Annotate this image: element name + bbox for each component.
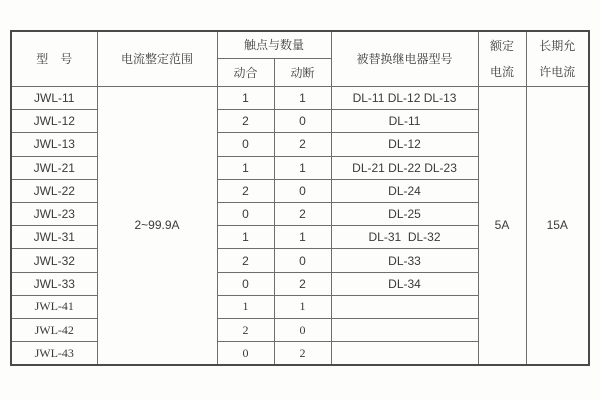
- cell-model: JWL-33: [11, 272, 97, 295]
- cell-contact-no: 0: [217, 272, 274, 295]
- cell-replaced-models: [331, 342, 478, 365]
- cell-model: JWL-11: [11, 86, 97, 109]
- cell-allowed-current-merged: 15A: [526, 86, 589, 365]
- header-rated-current-line2: 电流: [490, 64, 515, 79]
- cell-contact-nc: 0: [274, 110, 331, 133]
- header-allowed-current-line1: 长期允: [539, 38, 576, 53]
- cell-replaced-models: DL-12: [331, 133, 478, 156]
- cell-contact-no: 1: [217, 86, 274, 109]
- header-allowed-current: [526, 31, 589, 86]
- cell-replaced-models: DL-11: [331, 110, 478, 133]
- header-contact-no: 动合: [217, 58, 274, 86]
- cell-model: JWL-43: [11, 342, 97, 365]
- cell-contact-nc: 0: [274, 179, 331, 202]
- cell-replaced-models: DL-25: [331, 203, 478, 226]
- cell-model: JWL-41: [11, 295, 97, 318]
- cell-contact-no: 1: [217, 226, 274, 249]
- cell-model: JWL-31: [11, 226, 97, 249]
- cell-contact-no: 0: [217, 203, 274, 226]
- cell-contact-nc: 0: [274, 319, 331, 342]
- cell-contact-nc: 1: [274, 295, 331, 318]
- header-rated-current: [478, 31, 526, 86]
- cell-model: JWL-22: [11, 179, 97, 202]
- header-rated-current-line1: 额定: [490, 38, 515, 53]
- cell-contact-nc: 1: [274, 226, 331, 249]
- cell-replaced-models: DL-24: [331, 179, 478, 202]
- cell-replaced-models: DL-33: [331, 249, 478, 272]
- relay-spec-table: [10, 30, 590, 366]
- cell-model: JWL-21: [11, 156, 97, 179]
- cell-replaced-models: [331, 319, 478, 342]
- header-model: 型 号: [11, 31, 97, 86]
- cell-replaced-models: DL-34: [331, 272, 478, 295]
- cell-contact-no: 0: [217, 133, 274, 156]
- cell-replaced-models: DL-11 DL-12 DL-13: [331, 86, 478, 109]
- cell-model: JWL-42: [11, 319, 97, 342]
- cell-model: JWL-32: [11, 249, 97, 272]
- cell-contact-no: 2: [217, 110, 274, 133]
- cell-contact-no: 2: [217, 249, 274, 272]
- header-replaced-models: 被替换继电器型号: [331, 31, 478, 86]
- cell-contact-nc: 2: [274, 203, 331, 226]
- cell-contact-no: 1: [217, 156, 274, 179]
- cell-model: JWL-13: [11, 133, 97, 156]
- cell-contact-no: 2: [217, 179, 274, 202]
- cell-replaced-models: [331, 295, 478, 318]
- cell-contact-nc: 2: [274, 342, 331, 365]
- cell-replaced-models: DL-31 DL-32: [331, 226, 478, 249]
- cell-model: JWL-23: [11, 203, 97, 226]
- cell-replaced-models: DL-21 DL-22 DL-23: [331, 156, 478, 179]
- cell-model: JWL-12: [11, 110, 97, 133]
- cell-contact-nc: 2: [274, 133, 331, 156]
- cell-contact-nc: 1: [274, 156, 331, 179]
- header-current-range: 电流整定范围: [97, 31, 217, 86]
- cell-rated-current-merged: 5A: [478, 86, 526, 365]
- table-row: [11, 86, 589, 109]
- cell-current-range-merged: 2~99.9A: [97, 86, 217, 365]
- header-allowed-current-line2: 许电流: [539, 64, 576, 79]
- cell-contact-nc: 2: [274, 272, 331, 295]
- header-row-1: [11, 31, 589, 58]
- cell-contact-no: 1: [217, 295, 274, 318]
- header-contacts-group: 触点与数量: [217, 31, 331, 58]
- cell-contact-no: 2: [217, 319, 274, 342]
- header-contact-nc: 动断: [274, 58, 331, 86]
- cell-contact-nc: 1: [274, 86, 331, 109]
- cell-contact-nc: 0: [274, 249, 331, 272]
- cell-contact-no: 0: [217, 342, 274, 365]
